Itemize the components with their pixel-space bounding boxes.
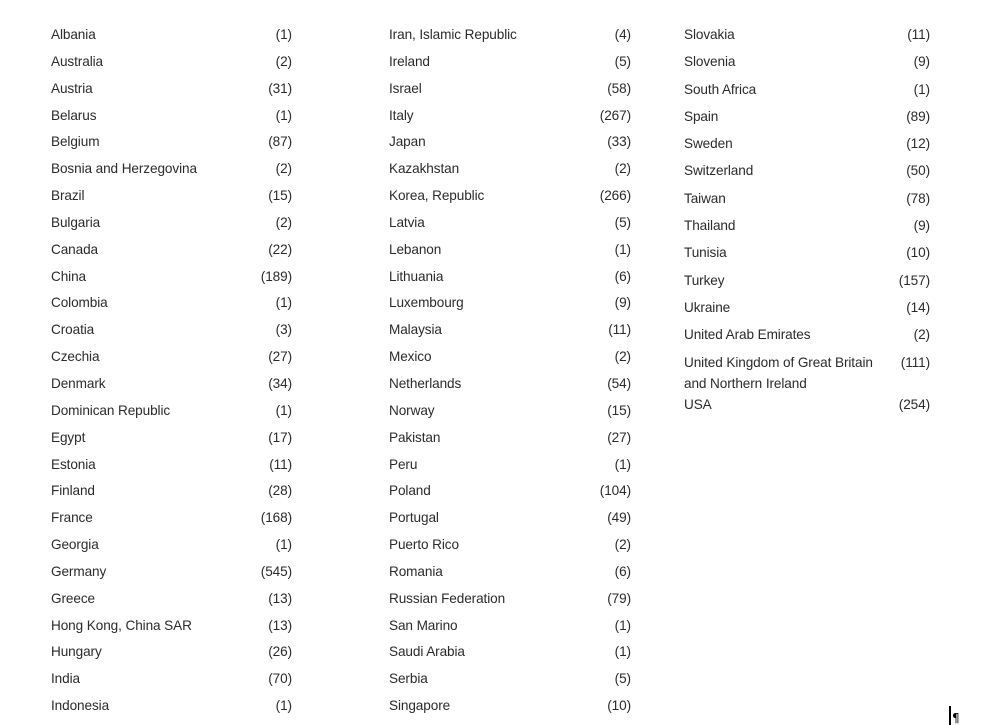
country-count: (1) [275, 27, 292, 42]
country-count: (9) [614, 295, 631, 311]
country-name: Finland [51, 483, 95, 499]
country-name: Taiwan [684, 190, 726, 206]
country-count: (3) [275, 322, 292, 338]
country-count: (545) [260, 563, 292, 579]
country-count: (13) [268, 617, 292, 633]
country-name: Switzerland [684, 163, 754, 179]
country-count: (14) [906, 299, 930, 315]
country-name: United Arab Emirates [684, 327, 811, 343]
country-count: (6) [614, 268, 631, 284]
country-name: Poland [389, 483, 431, 499]
country-name: Pakistan [389, 429, 441, 445]
country-row [389, 266, 631, 293]
country-count: (58) [607, 80, 631, 96]
country-count: (254) [898, 396, 930, 412]
country-count: (1) [614, 456, 631, 472]
country-row [51, 131, 292, 158]
country-count: (5) [614, 214, 631, 230]
country-count: (11) [907, 27, 930, 42]
country-count: (104) [599, 483, 631, 499]
country-name: Thailand [684, 218, 736, 234]
country-name: Georgia [51, 537, 99, 553]
country-name: Romania [389, 563, 443, 579]
country-row [51, 51, 292, 78]
country-row [389, 131, 631, 158]
country-count: (12) [906, 136, 930, 152]
country-count: (15) [268, 188, 292, 204]
country-row [389, 105, 631, 132]
country-row [389, 24, 631, 51]
country-name: Portugal [389, 510, 439, 526]
country-name: Canada [51, 241, 99, 257]
country-row [51, 212, 292, 239]
country-row [51, 668, 292, 695]
country-row [51, 185, 292, 212]
country-row [389, 588, 631, 615]
country-name: Bosnia and Herzegovina [51, 161, 197, 177]
country-count: (10) [906, 245, 930, 261]
country-count: (70) [268, 671, 292, 687]
country-count: (189) [260, 268, 292, 284]
country-row [51, 480, 292, 507]
country-row [51, 346, 292, 373]
country-name: Belarus [51, 107, 97, 123]
country-name: Turkey [684, 272, 725, 288]
country-count: (2) [275, 53, 292, 69]
country-row [684, 352, 930, 394]
country-row [684, 79, 930, 106]
country-row [389, 507, 631, 534]
country-row [389, 668, 631, 695]
country-name: Slovenia [684, 54, 736, 70]
pilcrow-icon: ¶ [952, 711, 960, 725]
country-count: (87) [268, 134, 292, 150]
country-count: (27) [607, 429, 631, 445]
country-name: Brazil [51, 188, 85, 204]
country-row [389, 78, 631, 105]
country-name: Colombia [51, 295, 108, 311]
caret-bar [949, 706, 951, 725]
country-count: (2) [614, 537, 631, 553]
country-name: Ireland [389, 53, 430, 69]
country-name: Czechia [51, 349, 100, 365]
country-name: Sweden [684, 136, 733, 152]
country-row [51, 507, 292, 534]
country-count: (13) [268, 590, 292, 606]
country-name: Israel [389, 80, 422, 96]
country-name: Lithuania [389, 268, 444, 284]
country-count: (2) [275, 161, 292, 177]
country-name: Greece [51, 590, 95, 606]
country-count: (111) [900, 354, 930, 370]
country-row [684, 24, 930, 51]
country-name: Slovakia [684, 27, 735, 42]
country-row [389, 346, 631, 373]
country-row [389, 292, 631, 319]
country-name: Hungary [51, 644, 102, 660]
country-name: Bulgaria [51, 214, 101, 230]
country-count: (1) [275, 107, 292, 123]
country-name: Indonesia [51, 698, 110, 714]
country-count: (5) [614, 53, 631, 69]
country-name: Austria [51, 80, 93, 96]
country-row [51, 400, 292, 427]
country-name: France [51, 510, 93, 526]
country-name: Iran, Islamic Republic [389, 27, 517, 42]
country-name: Dominican Republic [51, 402, 171, 418]
country-count: (168) [260, 510, 292, 526]
country-count: (28) [268, 483, 292, 499]
country-count: (15) [607, 402, 631, 418]
country-count: (50) [906, 163, 930, 179]
country-count: (33) [607, 134, 631, 150]
country-count: (2) [275, 214, 292, 230]
country-row [51, 239, 292, 266]
country-count: (2) [913, 327, 930, 343]
country-row [51, 373, 292, 400]
country-row [684, 133, 930, 160]
country-name: Belgium [51, 134, 100, 150]
country-name: Egypt [51, 429, 86, 445]
country-count: (27) [268, 349, 292, 365]
country-row [51, 78, 292, 105]
country-row [684, 160, 930, 187]
country-row [389, 373, 631, 400]
country-name: Lebanon [389, 241, 442, 257]
country-name: Korea, Republic [389, 188, 485, 204]
country-row [389, 534, 631, 561]
country-row [389, 615, 631, 642]
country-name: Denmark [51, 375, 106, 391]
country-row [389, 641, 631, 668]
country-name: Spain [684, 108, 719, 124]
country-count: (31) [268, 80, 292, 96]
country-name: Croatia [51, 322, 95, 338]
country-count: (10) [607, 698, 631, 714]
country-count: (17) [268, 429, 292, 445]
country-count: (9) [913, 54, 930, 70]
country-row [684, 188, 930, 215]
country-column-1 [51, 24, 292, 722]
country-count: (5) [614, 671, 631, 687]
country-name: Latvia [389, 214, 425, 230]
country-name: Peru [389, 456, 418, 472]
country-row [389, 185, 631, 212]
country-name: China [51, 268, 87, 284]
country-name: Serbia [389, 671, 428, 687]
country-row [684, 106, 930, 133]
country-name: Germany [51, 563, 107, 579]
country-count: (49) [607, 510, 631, 526]
country-row [389, 400, 631, 427]
country-row [684, 394, 930, 421]
country-row [684, 51, 930, 78]
country-row [51, 158, 292, 185]
country-name: Luxembourg [389, 295, 464, 311]
country-row [51, 454, 292, 481]
country-count: (11) [269, 456, 292, 472]
country-count: (267) [599, 107, 631, 123]
country-count: (22) [268, 241, 292, 257]
country-name: Ukraine [684, 299, 731, 315]
country-name: Mexico [389, 349, 432, 365]
country-count: (2) [614, 349, 631, 365]
country-row [389, 212, 631, 239]
country-row [389, 695, 631, 722]
country-count: (1) [614, 241, 631, 257]
country-count: (1) [275, 537, 292, 553]
country-name: Estonia [51, 456, 96, 472]
country-name: India [51, 671, 80, 687]
country-row [51, 588, 292, 615]
country-count: (78) [906, 190, 930, 206]
country-name: Japan [389, 134, 426, 150]
country-name: Italy [389, 107, 414, 123]
country-count: (157) [898, 272, 930, 288]
country-row [389, 51, 631, 78]
country-count: (34) [268, 375, 292, 391]
country-row [389, 427, 631, 454]
country-name: South Africa [684, 81, 757, 97]
text-cursor [949, 706, 963, 725]
country-name: Albania [51, 27, 96, 42]
country-count: (9) [913, 218, 930, 234]
country-row [389, 239, 631, 266]
country-row [51, 319, 292, 346]
country-count: (6) [614, 563, 631, 579]
country-name: Hong Kong, China SAR [51, 617, 192, 633]
country-row [51, 641, 292, 668]
country-row [684, 215, 930, 242]
country-row [51, 266, 292, 293]
country-column-3 [684, 24, 930, 421]
country-row [389, 158, 631, 185]
country-name: Norway [389, 402, 435, 418]
country-name: Australia [51, 53, 103, 69]
country-row [51, 105, 292, 132]
country-name: United Kingdom of Great Britain and Northern Ireland [684, 354, 873, 391]
country-count: (266) [599, 188, 631, 204]
country-name: Malaysia [389, 322, 442, 338]
country-row [684, 324, 930, 351]
country-row [51, 561, 292, 588]
country-count: (1) [614, 644, 631, 660]
country-row [51, 427, 292, 454]
country-count: (26) [268, 644, 292, 660]
country-name: Puerto Rico [389, 537, 459, 553]
country-name: Tunisia [684, 245, 727, 261]
country-count: (11) [608, 322, 631, 338]
country-row [389, 454, 631, 481]
country-count: (2) [614, 161, 631, 177]
country-name: San Marino [389, 617, 458, 633]
country-row [51, 695, 292, 722]
country-count: (79) [607, 590, 631, 606]
country-count: (4) [614, 27, 631, 42]
country-count: (1) [275, 295, 292, 311]
country-row [389, 561, 631, 588]
country-name: Netherlands [389, 375, 462, 391]
country-row [684, 270, 930, 297]
country-count: (1) [913, 81, 930, 97]
country-count: (1) [275, 698, 292, 714]
country-row [51, 534, 292, 561]
country-count: (89) [906, 108, 930, 124]
country-name: Kazakhstan [389, 161, 460, 177]
country-row [51, 615, 292, 642]
country-row [684, 297, 930, 324]
country-name: Singapore [389, 698, 451, 714]
country-count: (1) [275, 402, 292, 418]
country-row [51, 24, 292, 51]
country-name: Russian Federation [389, 590, 506, 606]
country-row [389, 480, 631, 507]
country-row [51, 292, 292, 319]
country-name: Saudi Arabia [389, 644, 465, 660]
country-row [684, 242, 930, 269]
country-column-2 [389, 24, 631, 722]
country-count: (1) [614, 617, 631, 633]
country-name: USA [684, 396, 712, 412]
country-count: (54) [607, 375, 631, 391]
country-row [389, 319, 631, 346]
